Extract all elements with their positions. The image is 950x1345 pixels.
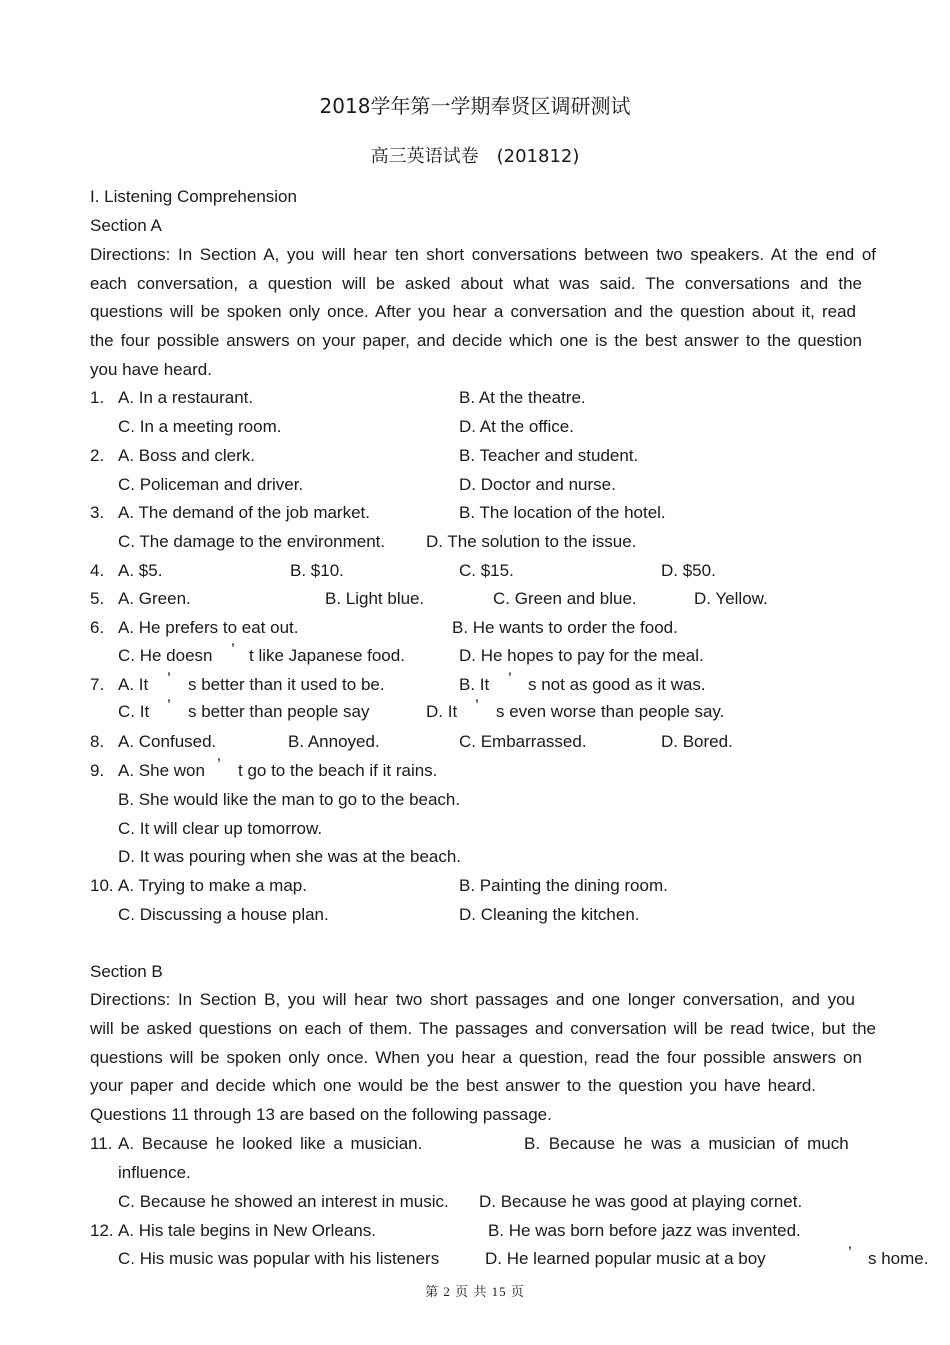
question-number: 12. [90, 1221, 114, 1240]
answer-option: D. Cleaning the kitchen. [459, 905, 640, 924]
answer-option: D. He hopes to pay for the meal. [459, 646, 704, 665]
answer-option: C. It [118, 702, 150, 721]
section-a-directions-line: you have heard. [90, 360, 212, 379]
apostrophe-glyph: ’ [217, 755, 221, 774]
answer-option: C. Embarrassed. [459, 732, 587, 751]
answer-option: s home. [868, 1249, 929, 1268]
answer-option: A. Green. [118, 589, 191, 608]
question-number: 11. [90, 1134, 113, 1153]
answer-option: D. Doctor and nurse. [459, 475, 616, 494]
answer-option: s better than people say [188, 702, 370, 721]
section-a-label: Section A [90, 216, 162, 235]
apostrophe-glyph: ’ [231, 640, 235, 659]
part-heading: I. Listening Comprehension [90, 187, 297, 206]
answer-option: B. At the theatre. [459, 388, 586, 407]
answer-option: C. He doesn [118, 646, 213, 665]
apostrophe-glyph: ’ [508, 669, 512, 688]
answer-option: D. It [426, 702, 458, 721]
answer-option: B. $10. [290, 561, 344, 580]
answer-option: A. $5. [118, 561, 163, 580]
question-number: 2. [90, 446, 105, 465]
question-number: 9. [90, 761, 105, 780]
question-number: 4. [90, 561, 105, 580]
apostrophe-glyph: ’ [475, 696, 479, 715]
answer-option: B. It [459, 675, 490, 694]
answer-option: B. He wants to order the food. [452, 618, 678, 637]
answer-option: A. His tale begins in New Orleans. [118, 1221, 376, 1240]
answer-option: C. Because he showed an interest in music. [118, 1192, 449, 1211]
answer-option: B. Teacher and student. [459, 446, 639, 465]
answer-option: s not as good as it was. [528, 675, 706, 694]
exam-subtitle: 高三英语试卷 (201812) [370, 146, 580, 167]
exam-title: 2018学年第一学期奉贤区调研测试 [319, 94, 631, 118]
section-b-directions-line: questions will be spoken only once. When you hear a question, read the four possible answers on [90, 1048, 862, 1067]
answer-option: C. In a meeting room. [118, 417, 282, 436]
answer-option: D. Because he was good at playing cornet. [479, 1192, 803, 1211]
answer-option: A. Trying to make a map. [118, 876, 307, 895]
answer-option: B. Annoyed. [288, 732, 380, 751]
answer-option: C. Policeman and driver. [118, 475, 304, 494]
section-b-label: Section B [90, 962, 163, 981]
section-a-directions-line: each conversation, a question will be asked about what was said. The conversations and the [90, 274, 862, 293]
answer-option: A. She won [118, 761, 205, 780]
apostrophe-glyph: ’ [167, 696, 171, 715]
answer-option: B. Because he was a musician of much [524, 1134, 849, 1153]
answer-option: C. Green and blue. [493, 589, 637, 608]
section-b-directions-line: will be asked questions on each of them. The passages and conversation will be read twice, but the [90, 1019, 876, 1038]
question-number: 10. [90, 876, 114, 895]
question-number: 1. [90, 388, 105, 407]
answer-option: D. It was pouring when she was at the beach. [118, 847, 462, 866]
answer-option: s even worse than people say. [496, 702, 725, 721]
question-number: 3. [90, 503, 105, 522]
answer-option: B. He was born before jazz was invented. [488, 1221, 801, 1240]
section-b-directions-line: Directions: In Section B, you will hear two short passages and one longer conversation, and you [90, 990, 855, 1009]
answer-option: B. The location of the hotel. [459, 503, 666, 522]
answer-option: D. $50. [661, 561, 716, 580]
answer-option: C. It will clear up tomorrow. [118, 819, 323, 838]
answer-option: C. $15. [459, 561, 514, 580]
answer-option: A. Because he looked like a musician. [118, 1134, 423, 1153]
apostrophe-glyph: ’ [167, 669, 171, 688]
answer-option: D. He learned popular music at a boy [485, 1249, 766, 1268]
answer-option: A. It [118, 675, 149, 694]
answer-option: B. Painting the dining room. [459, 876, 668, 895]
answer-option: D. Yellow. [694, 589, 768, 608]
answer-option: B. She would like the man to go to the beach. [118, 790, 461, 809]
answer-option: D. Bored. [661, 732, 733, 751]
answer-option: C. His music was popular with his listeners [118, 1249, 440, 1268]
answer-option: D. The solution to the issue. [426, 532, 637, 551]
question-number: 7. [90, 675, 105, 694]
answer-option: A. He prefers to eat out. [118, 618, 299, 637]
answer-option: A. Boss and clerk. [118, 446, 256, 465]
page-number-footer: 第 2 页 共 15 页 [425, 1284, 525, 1299]
answer-option: t go to the beach if it rains. [238, 761, 438, 780]
answer-option: t like Japanese food. [249, 646, 405, 665]
section-a-directions-line: questions will be spoken only once. After you hear a conversation and the question about it, read [90, 302, 856, 321]
answer-option: C. The damage to the environment. [118, 532, 386, 551]
question-number: 8. [90, 732, 105, 751]
section-a-directions-line: Directions: In Section A, you will hear ten short conversations between two speakers. At the end of [90, 245, 876, 264]
section-a-directions-line: the four possible answers on your paper, and decide which one is the best answer to the question [90, 331, 862, 350]
answer-option-continuation: influence. [118, 1163, 191, 1182]
question-number: 5. [90, 589, 105, 608]
answer-option: C. Discussing a house plan. [118, 905, 329, 924]
passage-intro: Questions 11 through 13 are based on the following passage. [90, 1105, 552, 1124]
section-b-directions-line: your paper and decide which one would be the best answer to the question you have heard. [90, 1076, 816, 1095]
answer-option: A. In a restaurant. [118, 388, 254, 407]
answer-option: D. At the office. [459, 417, 574, 436]
answer-option: A. The demand of the job market. [118, 503, 370, 522]
answer-option: A. Confused. [118, 732, 217, 751]
answer-option: B. Light blue. [325, 589, 425, 608]
apostrophe-glyph: ’ [848, 1243, 852, 1262]
answer-option: s better than it used to be. [188, 675, 385, 694]
question-number: 6. [90, 618, 105, 637]
